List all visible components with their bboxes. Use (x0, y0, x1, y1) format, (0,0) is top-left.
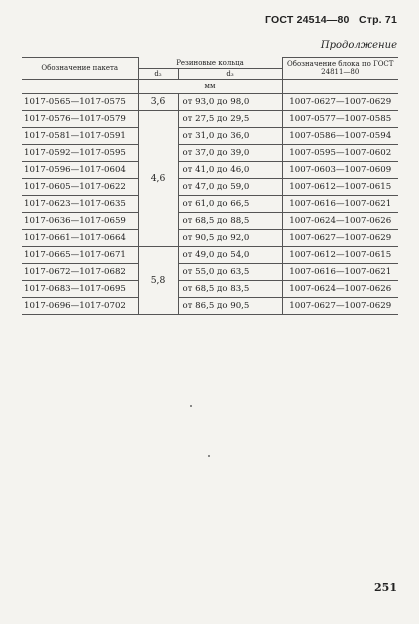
document-header (265, 14, 397, 26)
page-label: Стр. 71 (358, 14, 397, 26)
ring-d-range: от 86,5 до 90,5 (178, 297, 282, 314)
package-designation: 1017-0623—1017-0635 (22, 195, 138, 212)
header-block: Обозначение блока по ГОСТ 24811—80 (282, 58, 398, 80)
block-designation: 1007-0612—1007-0615 (282, 246, 398, 263)
ring-d-range: от 49,0 до 54,0 (178, 246, 282, 263)
package-designation: 1017-0672—1017-0682 (22, 263, 138, 280)
block-designation: 1007-0595—1007-0602 (282, 144, 398, 161)
package-designation: 1017-0661—1017-0664 (22, 229, 138, 246)
block-designation: 1007-0577—1007-0585 (282, 110, 398, 127)
ring-d-range: от 31,0 до 36,0 (178, 127, 282, 144)
header-rubber-rings: Резиновые кольца (138, 58, 282, 69)
block-designation: 1007-0616—1007-0621 (282, 195, 398, 212)
package-designation: 1017-0576—1017-0579 (22, 110, 138, 127)
block-designation: 1007-0624—1007-0626 (282, 212, 398, 229)
table-row (22, 212, 398, 229)
table-row (22, 127, 398, 144)
ring-d-range: от 47,0 до 59,0 (178, 178, 282, 195)
header-package: Обозначение пакета (22, 58, 138, 80)
specification-table (22, 57, 398, 315)
block-designation: 1007-0624—1007-0626 (282, 280, 398, 297)
package-designation: 1017-0592—1017-0595 (22, 144, 138, 161)
package-designation: 1017-0696—1017-0702 (22, 297, 138, 314)
page-number: 251 (374, 581, 397, 594)
ring-d-range: от 27,5 до 29,5 (178, 110, 282, 127)
ring-d-range: от 90,5 до 92,0 (178, 229, 282, 246)
table-row (22, 178, 398, 195)
scan-speck (208, 455, 210, 457)
package-designation: 1017-0596—1017-0604 (22, 161, 138, 178)
block-designation: 1007-0616—1007-0621 (282, 263, 398, 280)
table-row (22, 246, 398, 263)
ring-d-range: от 41,0 до 46,0 (178, 161, 282, 178)
table-row (22, 263, 398, 280)
table-row (22, 195, 398, 212)
ring-d-size: 5,8 (138, 246, 178, 314)
block-designation: 1007-0627—1007-0629 (282, 229, 398, 246)
table-row (22, 280, 398, 297)
table-row (22, 93, 398, 110)
table-row (22, 161, 398, 178)
continuation-label: Продолжение (320, 40, 397, 51)
header-d-range: d₃ (178, 68, 282, 79)
package-designation: 1017-0636—1017-0659 (22, 212, 138, 229)
header-d-size: d₂ (138, 68, 178, 79)
table-row (22, 144, 398, 161)
ring-d-size: 3,6 (138, 93, 178, 110)
package-designation: 1017-0665—1017-0671 (22, 246, 138, 263)
table-row (22, 110, 398, 127)
table-row (22, 229, 398, 246)
standard-designation: ГОСТ 24514—80 (264, 14, 350, 26)
ring-d-range: от 68,5 до 88,5 (178, 212, 282, 229)
table-row (22, 297, 398, 314)
block-designation: 1007-0603—1007-0609 (282, 161, 398, 178)
ring-d-size: 4,6 (138, 110, 178, 246)
table-body (22, 79, 398, 314)
ring-d-range: от 55,0 до 63,5 (178, 263, 282, 280)
package-designation: 1017-0605—1017-0622 (22, 178, 138, 195)
package-designation: 1017-0581—1017-0591 (22, 127, 138, 144)
ring-d-range: от 37,0 до 39,0 (178, 144, 282, 161)
scan-speck (190, 405, 192, 407)
block-designation: 1007-0627—1007-0629 (282, 297, 398, 314)
block-designation: 1007-0612—1007-0615 (282, 178, 398, 195)
ring-d-range: от 68,5 до 83,5 (178, 280, 282, 297)
package-designation: 1017-0683—1017-0695 (22, 280, 138, 297)
ring-d-range: от 93,0 до 98,0 (178, 93, 282, 110)
block-designation: 1007-0627—1007-0629 (282, 93, 398, 110)
package-designation: 1017-0565—1017-0575 (22, 93, 138, 110)
ring-d-range: от 61,0 до 66,5 (178, 195, 282, 212)
unit-label: мм (138, 79, 282, 93)
block-designation: 1007-0586—1007-0594 (282, 127, 398, 144)
